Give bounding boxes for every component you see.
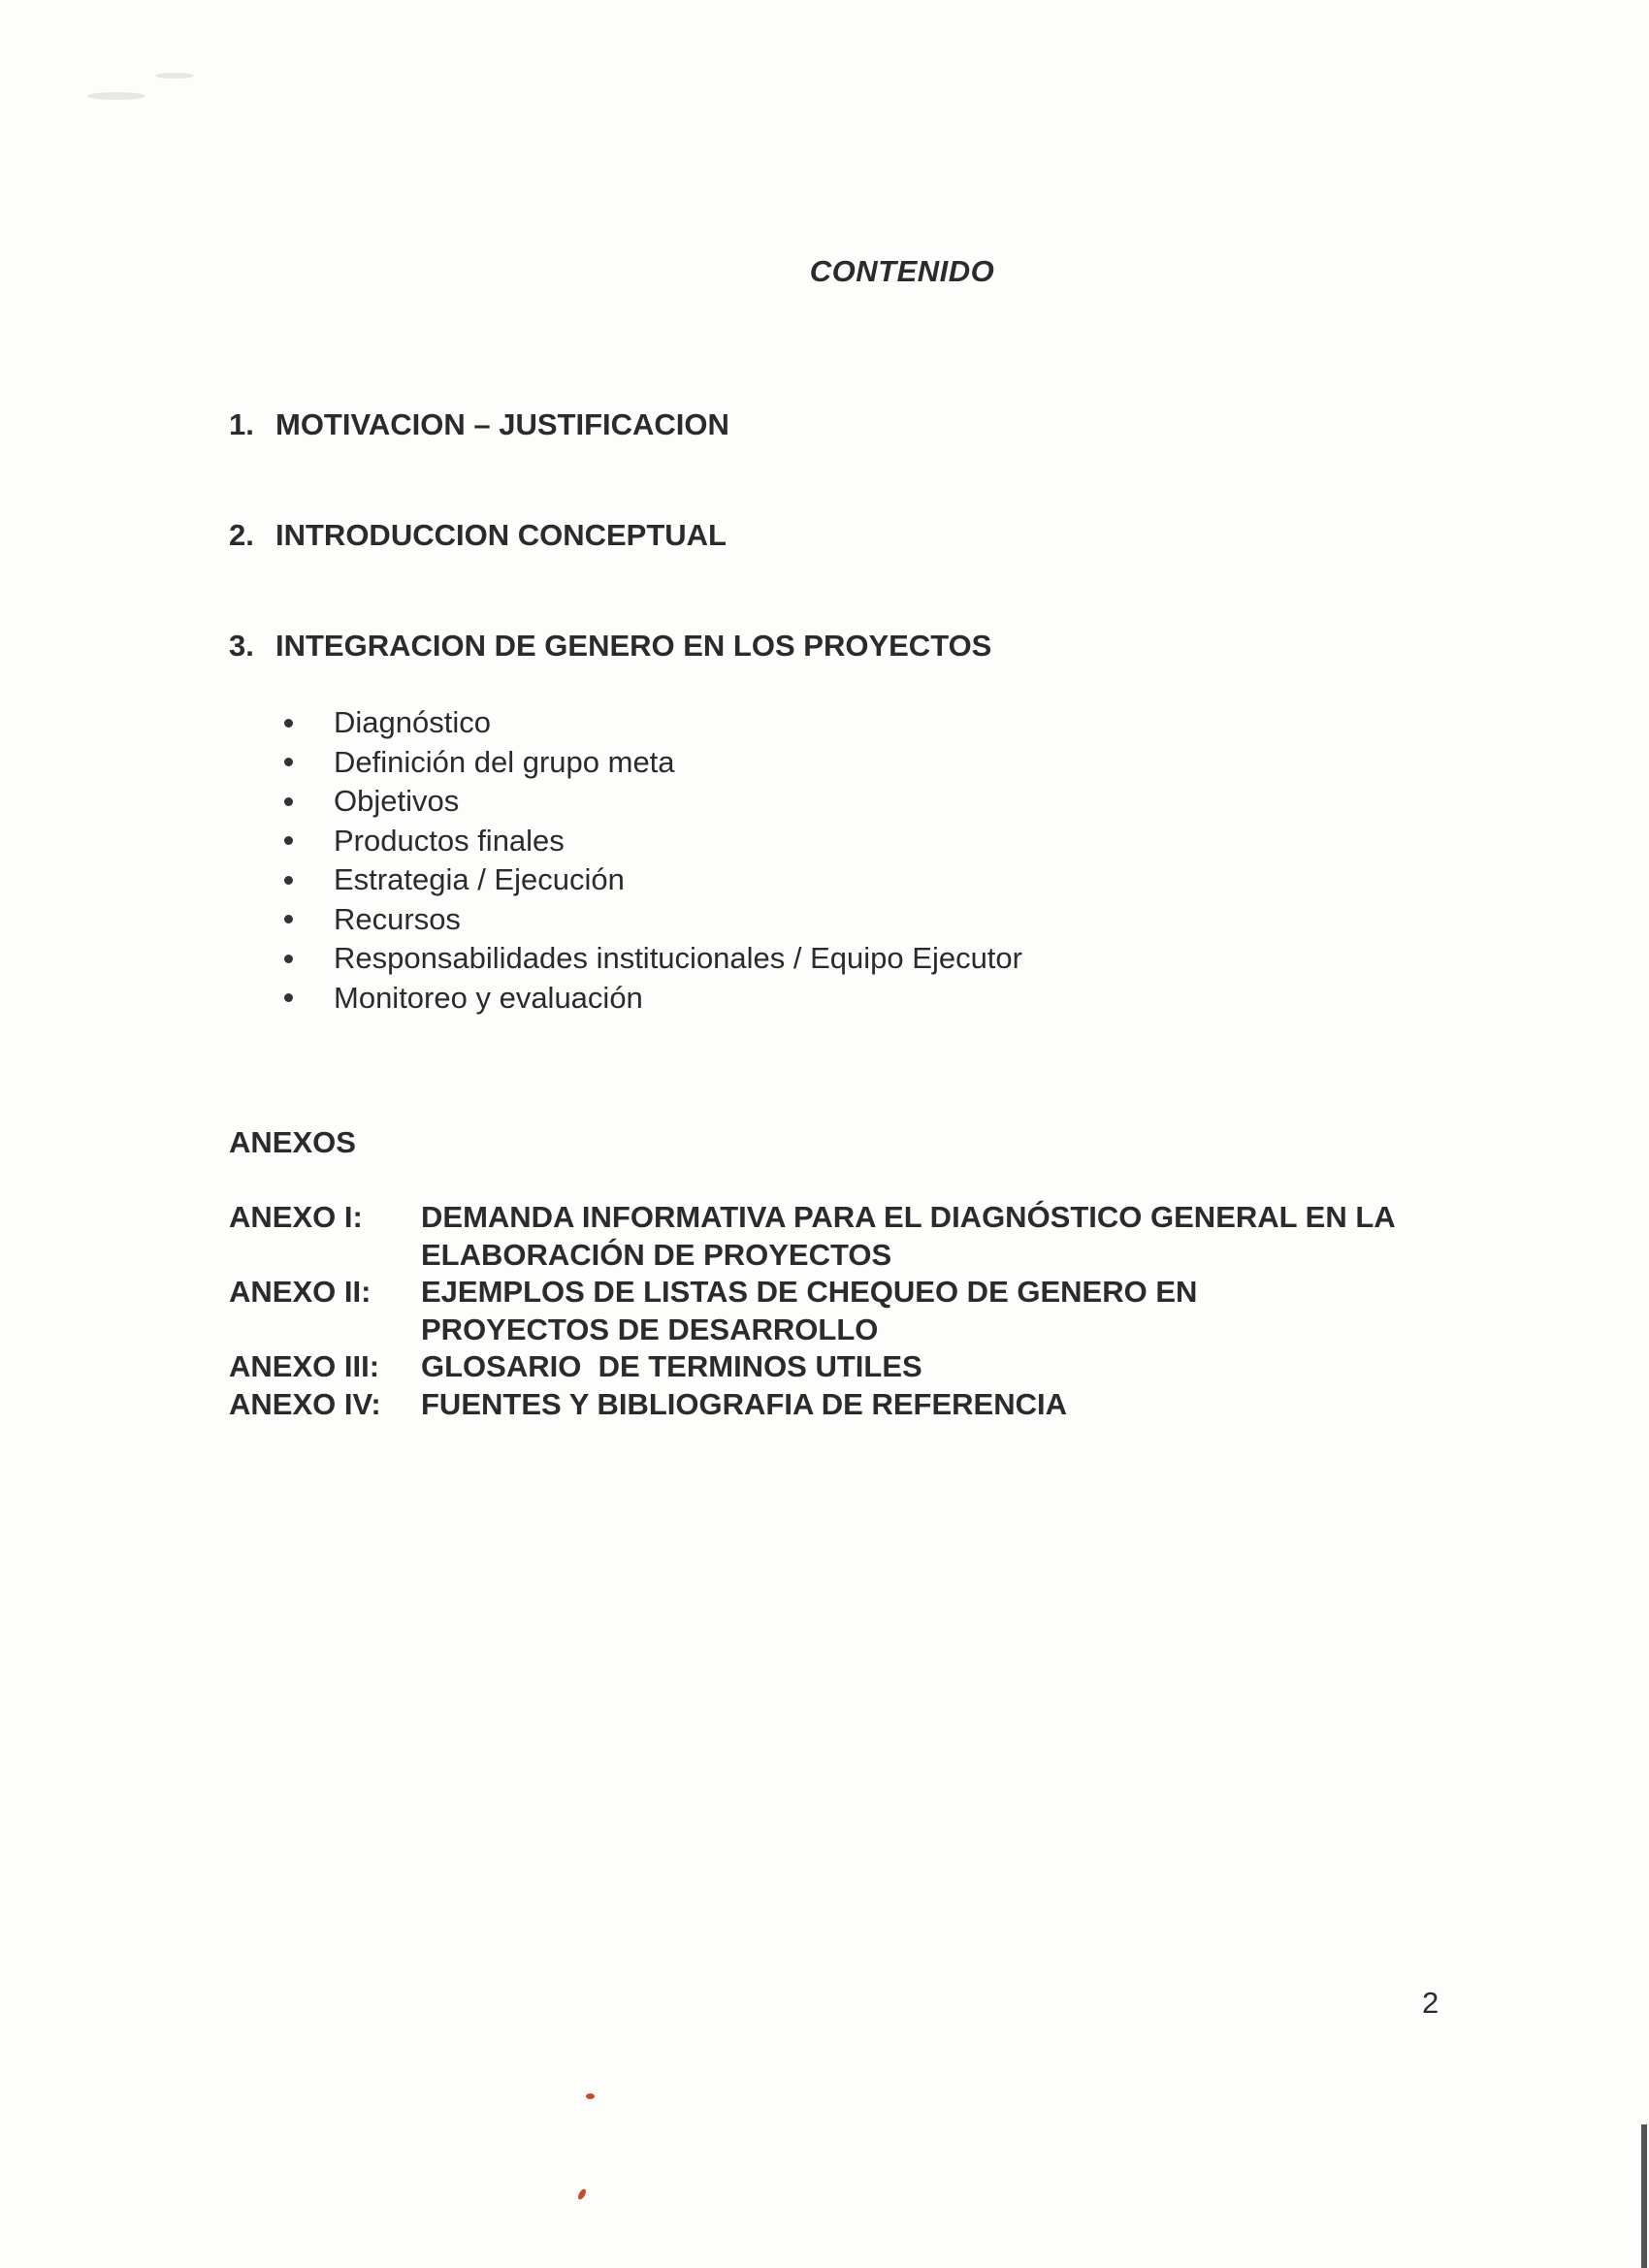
- list-item: [281, 979, 1022, 1019]
- bullet-icon: [284, 993, 293, 1002]
- section-number: 1.: [229, 407, 254, 441]
- annex-list: [229, 1199, 1449, 1423]
- list-item: [281, 939, 1022, 979]
- list-item: [281, 782, 1022, 822]
- page-number: 2: [1422, 1986, 1439, 2020]
- annexes-heading: ANEXOS: [229, 1125, 356, 1159]
- list-item-text: Productos finales: [334, 823, 565, 858]
- section-label: MOTIVACION – JUSTIFICACION: [275, 407, 729, 441]
- list-item: [281, 822, 1022, 861]
- section-2: [229, 518, 727, 553]
- list-item: [281, 743, 1022, 783]
- annex-key: ANEXO I:: [229, 1200, 363, 1234]
- bullet-icon: [284, 836, 293, 845]
- bullet-icon: [284, 955, 293, 963]
- list-item-text: Definición del grupo meta: [334, 744, 675, 779]
- annex-row: [229, 1386, 1449, 1424]
- annex-title: FUENTES Y BIBLIOGRAFIA DE REFERENCIA: [421, 1386, 1067, 1421]
- subsection-bullet-list: [281, 703, 1022, 1018]
- section-number: 2.: [229, 518, 254, 552]
- annex-title: DEMANDA INFORMATIVA PARA EL DIAGNÓSTICO GENERAL EN LA ELABORACIÓN DE PROYECTOS: [421, 1200, 1395, 1272]
- annex-title: GLOSARIO DE TERMINOS UTILES: [421, 1349, 922, 1383]
- section-label: INTEGRACION DE GENERO EN LOS PROYECTOS: [275, 629, 992, 663]
- section-3: [229, 629, 991, 664]
- annex-title: EJEMPLOS DE LISTAS DE CHEQUEO DE GENERO EN PROYECTOS DE DESARROLLO: [421, 1275, 1198, 1346]
- scan-mark: [586, 2093, 595, 2099]
- list-item: [281, 900, 1022, 940]
- bullet-icon: [284, 797, 293, 806]
- scan-edge: [1641, 2124, 1647, 2268]
- annex-key: ANEXO IV:: [229, 1386, 381, 1421]
- section-number: 3.: [229, 629, 254, 663]
- list-item-text: Monitoreo y evaluación: [334, 980, 643, 1015]
- bullet-icon: [284, 758, 293, 766]
- bullet-icon: [284, 876, 293, 885]
- section-label: INTRODUCCION CONCEPTUAL: [275, 518, 727, 552]
- list-item-text: Responsabilidades institucionales / Equipo Ejecutor: [334, 941, 1022, 975]
- annex-key: ANEXO II:: [229, 1275, 372, 1309]
- list-item: [281, 860, 1022, 900]
- list-item-text: Estrategia / Ejecución: [334, 862, 625, 896]
- page-title: CONTENIDO: [809, 254, 995, 288]
- bullet-icon: [284, 915, 293, 923]
- annex-key: ANEXO III:: [229, 1349, 380, 1383]
- list-item: [281, 703, 1022, 743]
- section-1: [229, 407, 729, 442]
- list-item-text: Recursos: [334, 901, 461, 936]
- bullet-icon: [284, 719, 293, 728]
- scan-mark: [576, 2187, 587, 2200]
- list-item-text: Objetivos: [334, 784, 460, 818]
- annex-row: [229, 1348, 1449, 1386]
- scan-smudge: [87, 92, 146, 100]
- list-item-text: Diagnóstico: [334, 705, 491, 739]
- annex-row: [229, 1274, 1449, 1348]
- scan-smudge: [155, 73, 194, 79]
- annex-row: [229, 1199, 1449, 1274]
